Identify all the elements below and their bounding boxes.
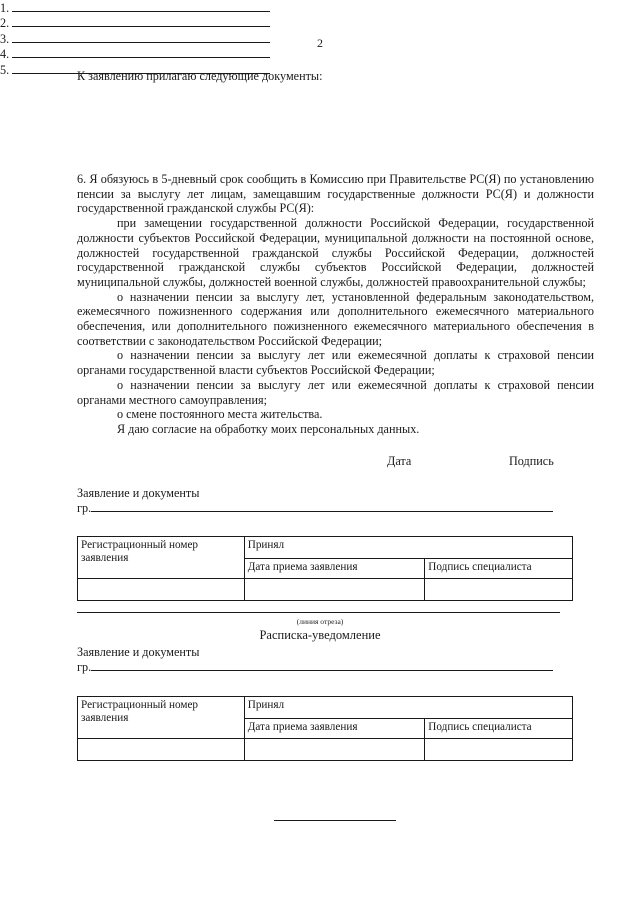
obligation-clause: о смене постоянного места жительства.: [117, 407, 323, 422]
applicant-name-line[interactable]: [91, 501, 553, 512]
date-received-cell[interactable]: [244, 739, 425, 761]
date-received-cell[interactable]: [244, 579, 425, 601]
receipt-title: Расписка-уведомление: [259, 628, 381, 642]
gr-label: гр.: [77, 501, 92, 515]
obligation-section: [77, 172, 594, 437]
reg-number-header: Регистрационный номер заявления: [78, 697, 245, 739]
reg-number-cell[interactable]: [78, 739, 245, 761]
attachment-number: 4.: [0, 47, 10, 62]
applicant-row: [77, 501, 557, 516]
attachment-item: [0, 15, 640, 30]
gr-label: гр.: [77, 660, 92, 674]
attachments-intro: К заявлению прилагаю следующие документы:: [77, 69, 323, 83]
bottom-separator-line: [274, 820, 396, 821]
accepted-header: Принял: [244, 697, 572, 719]
accepted-header: Принял: [244, 537, 572, 559]
date-received-header: Дата приема заявления: [244, 719, 425, 739]
attachment-blank-line[interactable]: [12, 0, 270, 12]
receipt-applicant-row: [77, 660, 557, 675]
attachment-number: 2.: [0, 16, 10, 31]
cut-line: [77, 612, 560, 613]
receipt-applicant-name-line[interactable]: [91, 660, 553, 671]
attachment-number: 1.: [0, 1, 10, 15]
signature-label: Подпись: [509, 454, 554, 468]
attachment-number: 3.: [0, 31, 10, 46]
date-label: Дата: [387, 454, 412, 468]
specialist-signature-header: Подпись специалиста: [425, 559, 573, 579]
obligation-paragraph: 6. Я обязуюсь в 5-дневный срок сообщить в Комиссию при Правительстве РС(Я) по установлению пенсии за выслугу лет лицам, замещавшим государственные должности РС(Я) и должности государственной гражданской службы РС(Я):: [77, 172, 594, 216]
obligation-clause: при замещении государственной должности Российской Федерации, государственной должности субъектов Российской Федерации, муниципальной должности на постоянной основе, должностей государственной гражданской службы Российской Федерации, должностей государственной гражданской службы субъектов Российской Федерации, должностей муниципальной службы, должностей военной службы, должностей правоохранительной службы;: [77, 216, 594, 289]
obligation-clause: о назначении пенсии за выслугу лет, установленной федеральным законодательством, ежемесячного пожизненного содержания или дополнительного ежемесячного материального обеспечения, или дополнительного пожизненного ежемесячного материального обеспечения в соответствии с законодательством Российской Федерации;: [77, 289, 594, 348]
specialist-signature-header: Подпись специалиста: [425, 719, 573, 739]
obligation-clause: о назначении пенсии за выслугу лет или ежемесячной доплаты к страховой пенсии органами государственной власти субъектов Российской Федерации;: [77, 348, 594, 378]
specialist-signature-cell[interactable]: [425, 739, 573, 761]
attachment-blank-line[interactable]: [12, 15, 270, 27]
obligation-clause: о назначении пенсии за выслугу лет или ежемесячной доплаты к страховой пенсии органами местного самоуправления;: [77, 377, 594, 407]
attachment-item: [0, 0, 640, 15]
specialist-signature-cell[interactable]: [425, 579, 573, 601]
consent-statement: Я даю согласие на обработку моих персональных данных.: [117, 421, 420, 436]
reg-number-header: Регистрационный номер заявления: [78, 537, 245, 579]
receipt-registration-table: [77, 696, 573, 761]
reg-number-cell[interactable]: [78, 579, 245, 601]
signature-row: [0, 454, 640, 469]
receipt-section-title: Заявление и документы: [77, 645, 200, 659]
page-number: 2: [317, 36, 323, 50]
cut-line-label: (линия отреза): [296, 617, 344, 626]
attachment-number: 5.: [0, 62, 10, 77]
date-received-header: Дата приема заявления: [244, 559, 425, 579]
registration-table: [77, 536, 573, 601]
section-title: Заявление и документы: [77, 486, 200, 500]
